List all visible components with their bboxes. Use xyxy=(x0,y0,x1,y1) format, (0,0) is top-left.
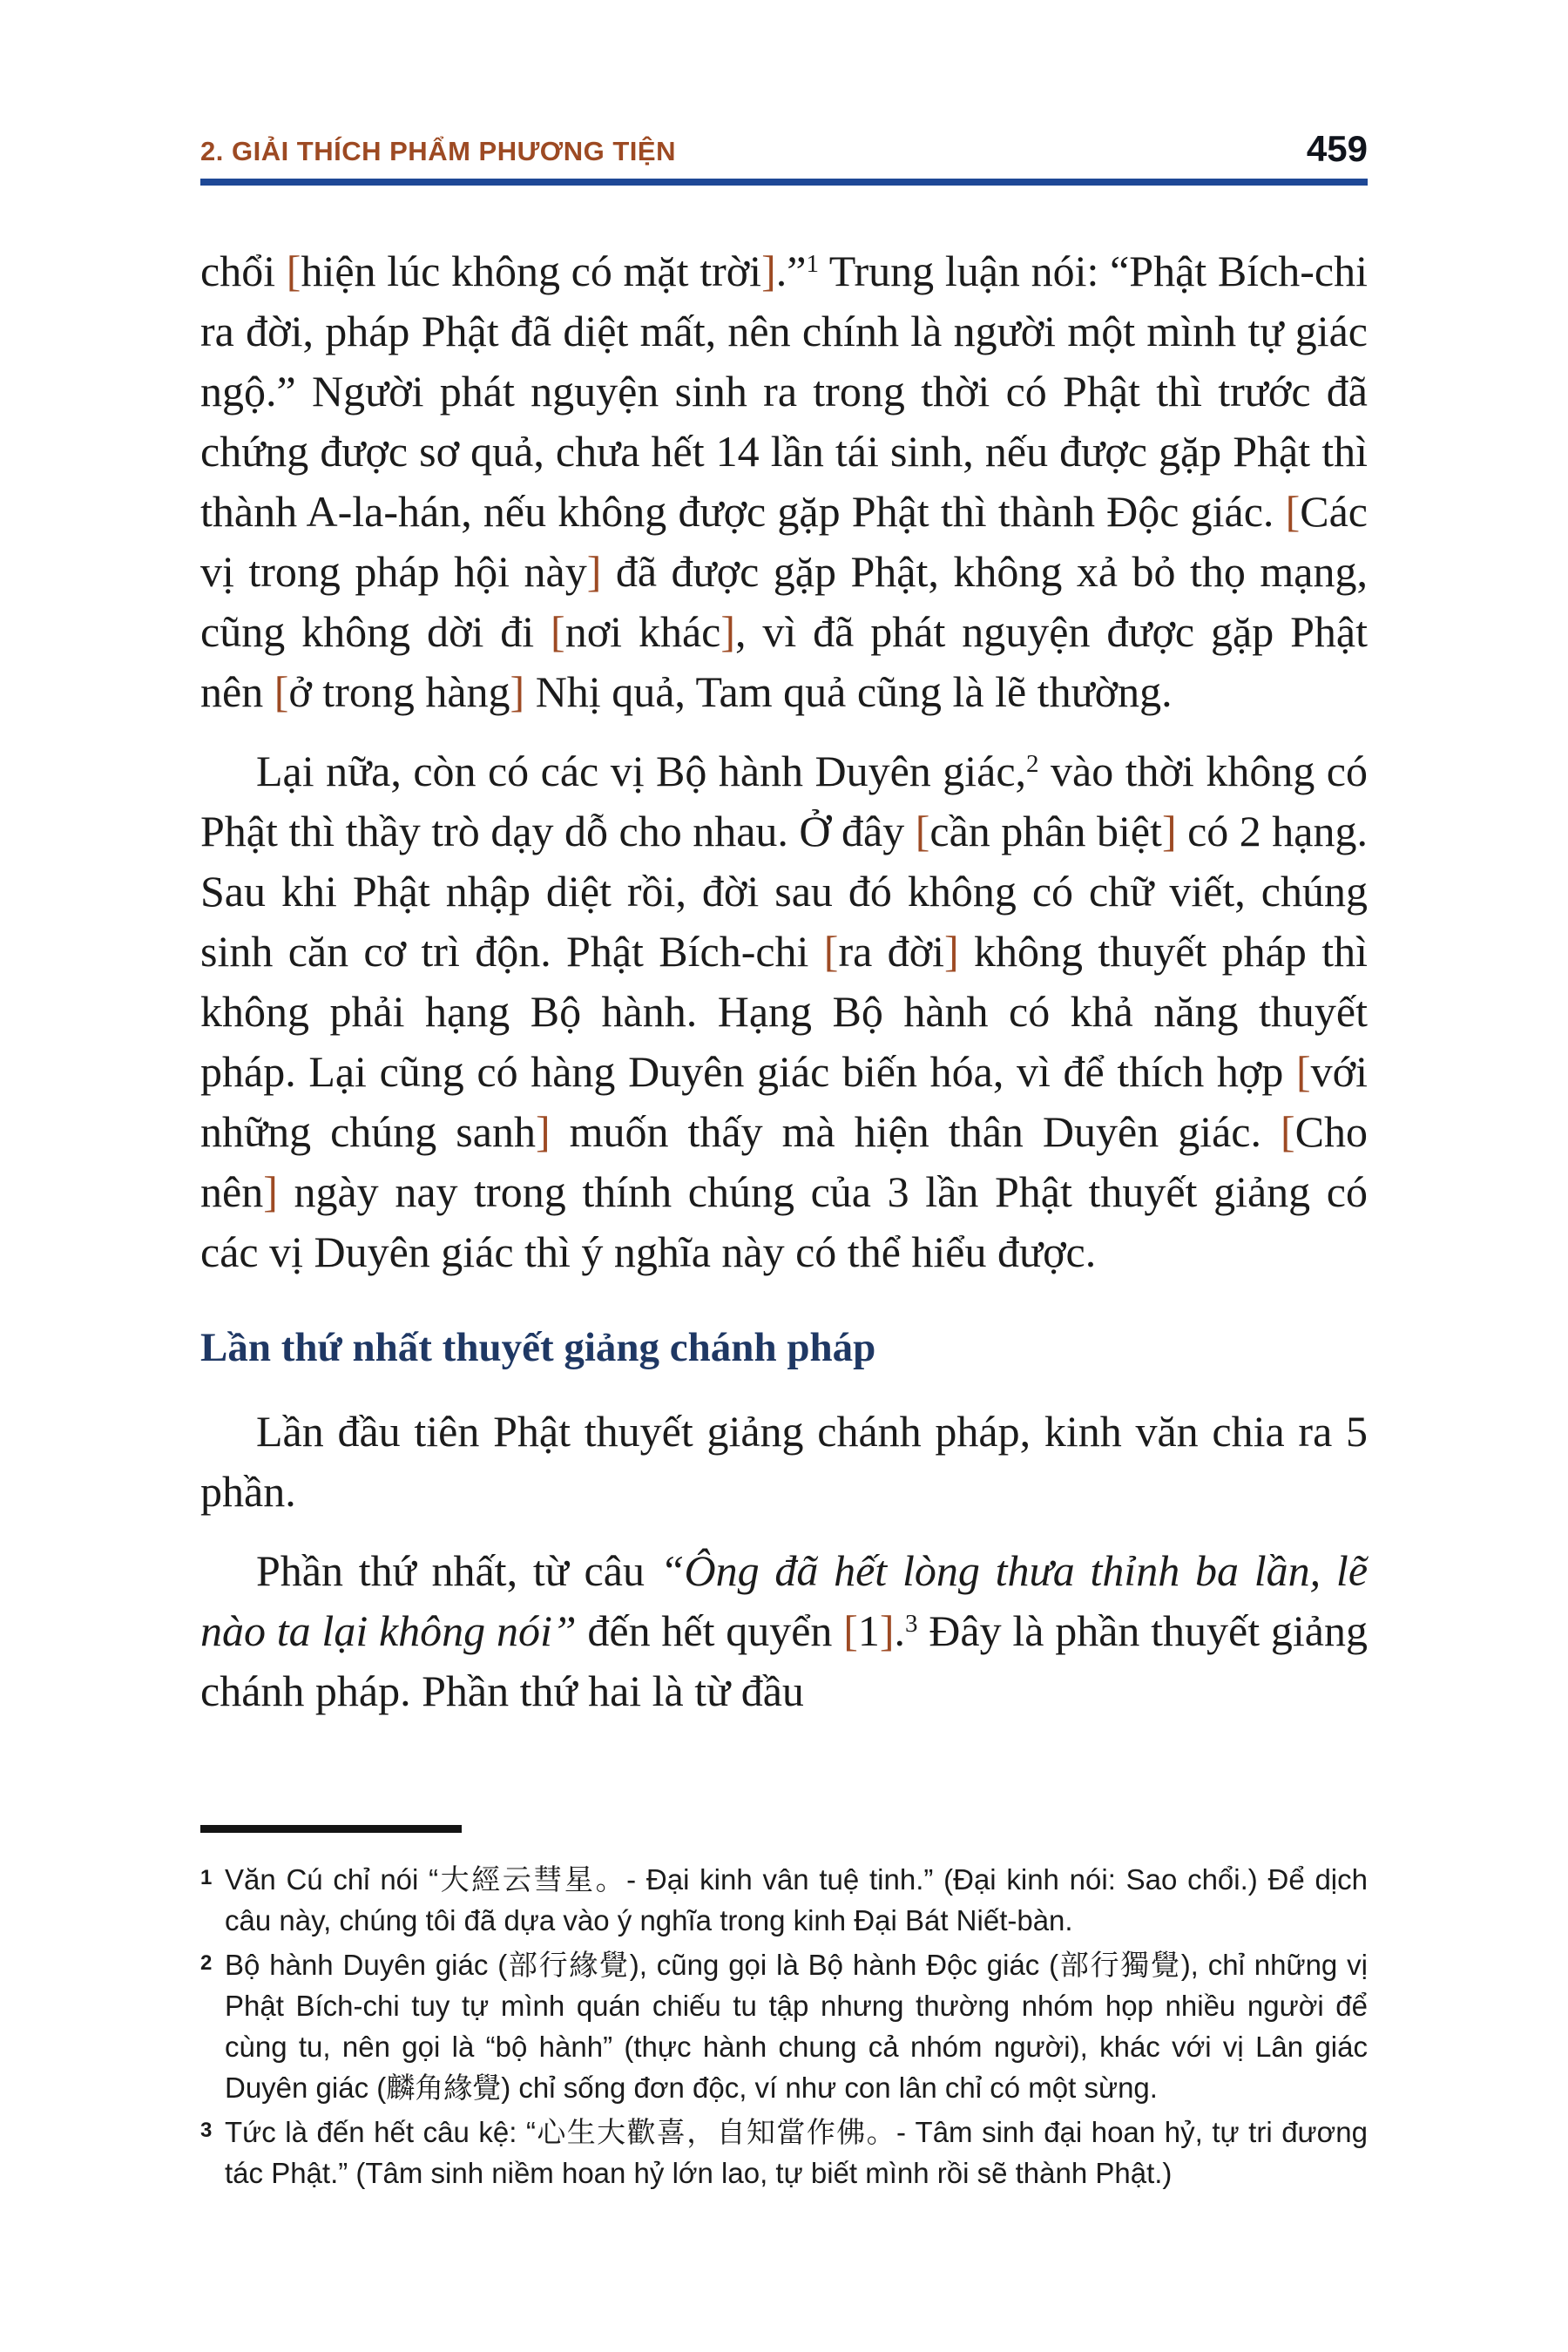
text-run-bracket: ] xyxy=(943,927,959,976)
text-run: ngày nay trong thính chúng của 3 lần Phật thuyết giảng có các vị Duyên giác thì ý nghĩa này có thể hiểu được. xyxy=(200,1167,1368,1276)
text-run: Nhị quả, Tam quả cũng là lẽ thường. xyxy=(524,667,1173,716)
footnote-text: Văn Cú chỉ nói “大經云彗星。- Đại kinh vân tuệ tinh.” (Đại kinh nói: Sao chổi.) Để dịch câu này, chúng tôi đã dựa vào ý nghĩa trong kinh Đại Bát Niết-bàn. xyxy=(225,1863,1368,1936)
header-rule xyxy=(200,179,1368,186)
footnote-number: 3 xyxy=(200,2119,213,2142)
footnote-list xyxy=(200,1859,1368,2193)
text-run-bracket: [ xyxy=(1285,487,1301,536)
text-run: hiện lúc không có mặt trời xyxy=(301,247,762,295)
text-run-bracket: ] xyxy=(510,667,525,716)
page-header xyxy=(200,128,1368,169)
text-run: .” xyxy=(775,247,807,295)
text-run: đã được gặp Phật, không xả bỏ thọ mạng, cũng không dời đi xyxy=(200,547,1368,656)
text-run: Lần đầu tiên Phật thuyết giảng chánh pháp, kinh văn chia ra 5 phần. xyxy=(200,1406,1368,1516)
text-run: Lại nữa, còn có các vị Bộ hành Duyên giác, xyxy=(256,747,1027,795)
text-run: cần phân biệt xyxy=(929,807,1162,855)
text-run-bracket: ] xyxy=(586,547,602,596)
text-run-bracket: ] xyxy=(1161,807,1177,855)
text-run-bracket: [ xyxy=(274,667,289,716)
footnotes-section xyxy=(200,1825,1368,2197)
text-run: Các vị trong pháp hội này xyxy=(200,487,1368,596)
text-run-sup: 3 xyxy=(905,1609,918,1638)
text-run-bracket: ] xyxy=(263,1167,278,1216)
text-run: 1 xyxy=(857,1605,880,1655)
text-run-italic: “Ông đã hết lòng thưa thỉnh ba lần, lẽ nào ta lại không nói” xyxy=(200,1545,1369,1655)
text-run-bracket: [ xyxy=(915,807,930,855)
footnote-number: 2 xyxy=(200,1951,213,1975)
footnote-separator xyxy=(200,1825,462,1833)
text-run-sup: 2 xyxy=(1026,750,1039,779)
text-run: ra đời xyxy=(838,927,944,976)
text-run-bracket: ] xyxy=(761,247,776,295)
text-run-bracket: ] xyxy=(720,607,735,656)
page-content xyxy=(200,128,1369,1740)
section-heading: Lần thứ nhất thuyết giảng chánh pháp xyxy=(200,1325,876,1370)
footnote-text: Tức là đến hết câu kệ: “心生大歡喜，自知當作佛。- Tâm sinh đại hoan hỷ, tự tri đương tác Phật.” (Tâm sinh niềm hoan hỷ lớn lao, tự biết mình rồi sẽ thành Phật.) xyxy=(225,2116,1368,2189)
text-run-bracket: ] xyxy=(879,1605,895,1655)
footnote xyxy=(200,2112,1368,2193)
text-run: Cho nên xyxy=(200,1107,1368,1216)
paragraph xyxy=(200,1402,1368,1522)
text-run: với những chúng sanh xyxy=(200,1047,1368,1156)
text-run-bracket: [ xyxy=(1280,1107,1295,1156)
text-run: Đây là phần thuyết giảng chánh pháp. Phần thứ hai là từ đầu xyxy=(200,1605,1368,1715)
text-run: không thuyết pháp thì không phải hạng Bộ hành. Hạng Bộ hành có khả năng thuyết pháp. Lại cũng có hàng Duyên giác biến hóa, vì để thích hợp xyxy=(200,927,1368,1096)
content-blocks xyxy=(200,241,1368,1721)
text-run: đến hết quyển xyxy=(576,1605,844,1655)
footnote-number: 1 xyxy=(200,1866,213,1889)
text-run: . xyxy=(894,1605,906,1655)
text-run-bracket: [ xyxy=(823,927,839,976)
running-head: 2. GIẢI THÍCH PHẨM PHƯƠNG TIỆN xyxy=(200,136,676,166)
footnote xyxy=(200,1944,1368,2108)
footnote-text: Bộ hành Duyên giác (部行緣覺), cũng gọi là Bộ hành Độc giác (部行獨覺), chỉ những vị Phật Bích-chi tuy tự mình quán chiếu tu tập nhưng thường nhóm họp nhiều người để cùng tu, nên gọi là “bộ hành” (thực hành chung cả nhóm người), khác với vị Lân giác Duyên giác (麟角緣覺) chỉ sống đơn độc, ví như con lân chỉ có một sừng. xyxy=(225,1949,1368,2104)
text-run-bracket: [ xyxy=(843,1605,858,1655)
text-run: chổi xyxy=(200,247,287,295)
text-run-sup: 1 xyxy=(806,250,819,279)
paragraph xyxy=(200,1541,1368,1721)
text-run: nơi khác xyxy=(564,607,721,656)
text-run: vào thời không có Phật thì thầy trò dạy dỗ cho nhau. Ở đây xyxy=(200,747,1369,855)
footnote xyxy=(200,1859,1368,1941)
text-run: Phần thứ nhất, từ câu xyxy=(256,1545,660,1595)
text-run-bracket: [ xyxy=(551,607,565,656)
text-run: , vì đã phát nguyện được gặp Phật nên xyxy=(200,607,1368,716)
text-run: muốn thấy mà hiện thân Duyên giác. xyxy=(550,1107,1281,1156)
text-run-bracket: [ xyxy=(286,247,301,295)
paragraph xyxy=(200,741,1368,1282)
text-run: ở trong hàng xyxy=(288,667,510,716)
text-run-bracket: ] xyxy=(535,1107,551,1156)
text-run: có 2 hạng. Sau khi Phật nhập diệt rồi, đời sau đó không có chữ viết, chúng sinh căn cơ trì độn. Phật Bích-chi xyxy=(200,807,1368,976)
text-run: Trung luận nói: “Phật Bích-chi ra đời, pháp Phật đã diệt mất, nên chính là người một mình tự giác ngộ.” Người phát nguyện sinh ra trong thời có Phật thì trước đã chứng được sơ quả, chưa hết 14 lần tái sinh, nếu được gặp Phật thì thành A-la-hán, nếu không được gặp Phật thì thành Độc giác. xyxy=(200,247,1369,536)
text-run-bracket: [ xyxy=(1296,1047,1311,1096)
page-number: 459 xyxy=(1306,128,1368,169)
paragraph xyxy=(200,241,1368,722)
